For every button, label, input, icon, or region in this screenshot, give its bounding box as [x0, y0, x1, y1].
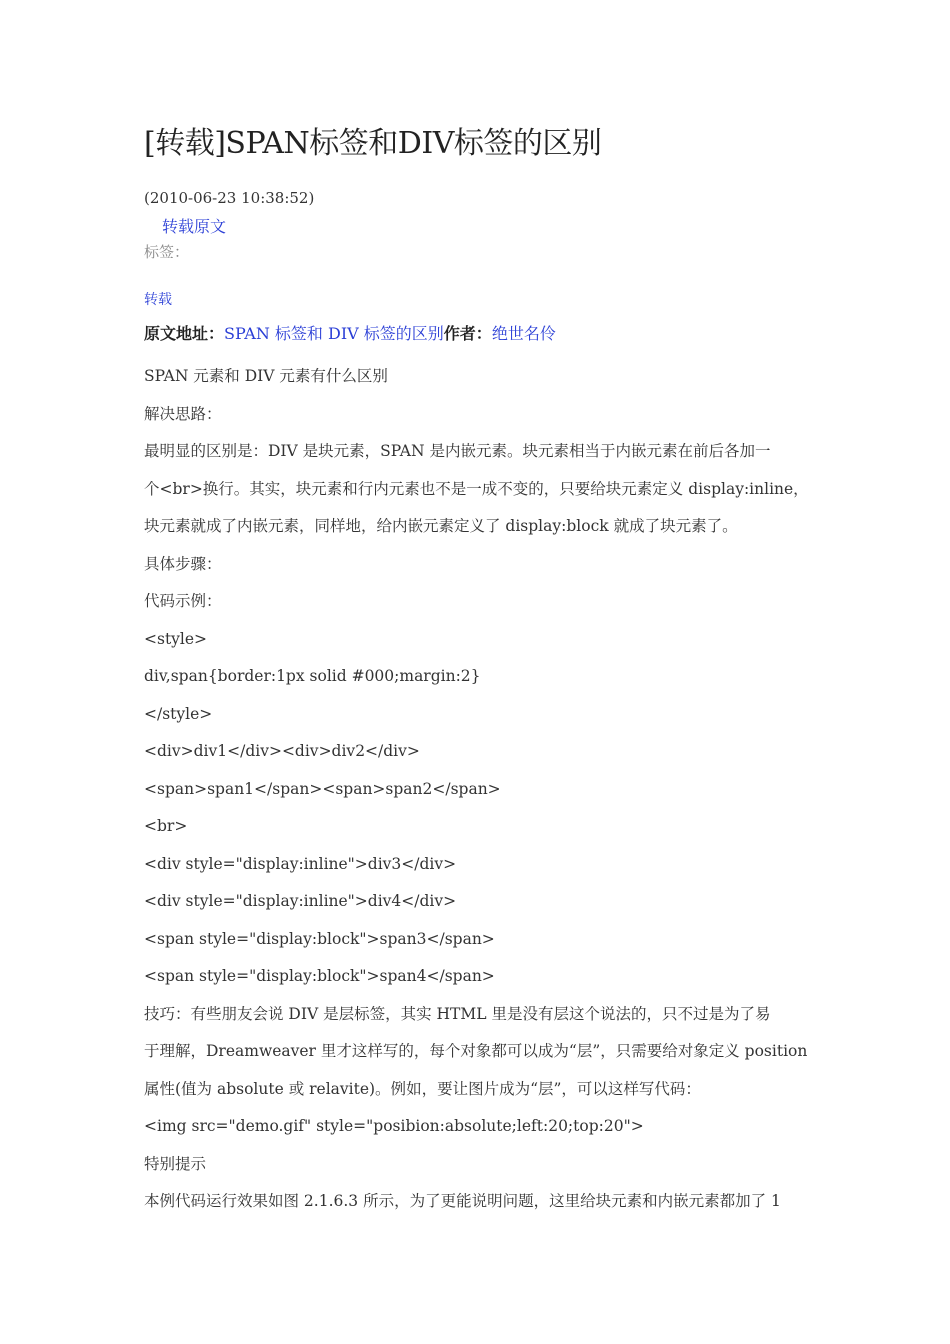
body-line: 具体步骤： — [144, 554, 222, 573]
article-body — [144, 358, 812, 1221]
body-line: 个<br>换行。其实，块元素和行内元素也不是一成不变的，只要给块元素定义 display:inline， — [144, 479, 809, 498]
body-line: 技巧：有些朋友会说 DIV 是层标签，其实 HTML 里是没有层这个说法的，只不过是为了易 — [144, 1004, 771, 1023]
body-line: SPAN 元素和 DIV 元素有什么区别 — [144, 367, 388, 385]
tag-link[interactable]: 转载 — [144, 292, 172, 308]
source-line — [144, 321, 556, 344]
body-line: 本例代码运行效果如图 2.1.6.3 所示，为了更能说明问题，这里给块元素和内嵌元素都加了 1 — [144, 1192, 781, 1210]
code-line: <style> — [144, 629, 208, 648]
code-line: <span style="display:block">span3</span> — [144, 929, 495, 948]
code-line: <div style="display:inline">div4</div> — [144, 892, 457, 910]
code-line: div,span{border:1px solid #000;margin:2} — [144, 667, 481, 685]
source-label: 原文地址： — [144, 324, 225, 343]
code-line: <img src="demo.gif" style="posibion:absolute;left:20;top:20"> — [144, 1117, 644, 1135]
body-line: 特别提示 — [144, 1154, 207, 1173]
repost-original-link[interactable]: 转载原文 — [162, 217, 227, 236]
author-label: 作者： — [443, 324, 492, 343]
tags-label: 标签： — [144, 243, 190, 261]
body-line: 解决思路： — [144, 404, 222, 423]
body-line: 最明显的区别是：DIV 是块元素，SPAN 是内嵌元素。块元素相当于内嵌元素在前后各加一 — [144, 442, 771, 460]
code-line: </style> — [144, 704, 213, 723]
code-line: <span style="display:block">span4</span> — [144, 967, 495, 985]
body-line: 块元素就成了内嵌元素，同样地，给内嵌元素定义了 display:block 就成了块元素了。 — [144, 517, 738, 535]
article-date: (2010-06-23 10:38:52) — [144, 189, 315, 207]
source-title-link[interactable]: SPAN 标签和 DIV 标签的区别 — [224, 324, 444, 343]
author-link[interactable]: 绝世名伶 — [491, 324, 556, 343]
article-title: [转载]SPAN标签和DIV标签的区别 — [144, 126, 602, 161]
code-line: <div style="display:inline">div3</div> — [144, 854, 457, 873]
code-line: <span>span1</span><span>span2</span> — [144, 779, 501, 798]
code-line: <div>div1</div><div>div2</div> — [144, 742, 420, 760]
body-line: 属性(值为 absolute 或 relavite)。例如，要让图片成为“层”，可以这样写代码： — [144, 1079, 701, 1098]
body-line: 于理解，Dreamweaver 里才这样写的，每个对象都可以成为“层”，只需要给对象定义 position — [144, 1042, 808, 1060]
code-line: <br> — [144, 817, 188, 835]
body-line: 代码示例： — [144, 592, 222, 610]
